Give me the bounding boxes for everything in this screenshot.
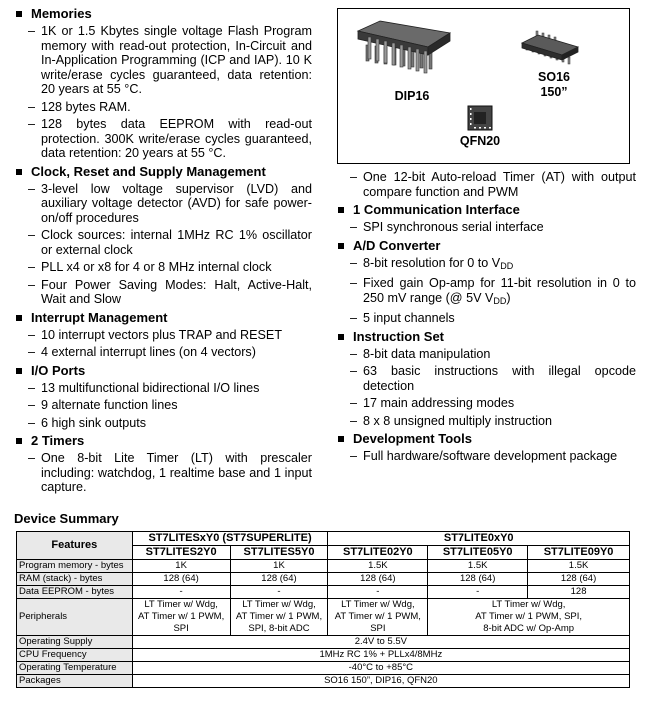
list-item: – SPI synchronous serial interface [350,220,544,234]
section-clock-reset-supply [14,164,312,307]
group-header: ST7LITE0xY0 [328,532,630,546]
so16-width-label: 150” [540,85,568,99]
list-item: – 13 multifunctional bidirectional I/O lines [28,380,260,395]
list-item: – PLL x4 or x8 for 4 or 8 MHz internal clock [28,260,272,274]
section-title: A/D Converter [353,237,441,253]
table-row: RAM (stack) - bytes 128 (64) 128 (64) 128 (64) 128 (64) 128 (64) [17,573,630,586]
qfn20-chip-icon [468,106,492,130]
table-header-row [17,532,630,546]
device-summary-title: Device Summary [14,511,119,526]
section-title: Memories [31,6,92,21]
list-item: – Clock sources: internal 1MHz RC 1% oscillator or external clock [28,228,312,257]
list-item: – 3-level low voltage supervisor (LVD) and auxiliary voltage detector (AVD) for safe power-on/off procedures [28,181,312,225]
section-interrupt-management [14,310,312,360]
table-row: Operating Temperature -40°C to +85°C [17,662,630,675]
list-item: – 8 x 8 unsigned multiply instruction [350,413,553,428]
bullet-square-icon [338,334,344,340]
right-column [336,170,636,467]
list-item: – 4 external interrupt lines (on 4 vectors) [28,345,256,359]
table-row: Program memory - bytes 1K 1K 1.5K 1.5K 1.5K [17,560,630,573]
list-item: – 128 bytes data EEPROM with read-out protection. 300K write/erase cycles guaranteed, data retention: 20 years at 55 °C. [28,117,312,160]
list-item: – 8-bit resolution for 0 to $V_{DD}$ [350,255,514,271]
section-title: 2 Timers [31,433,85,448]
group-header: ST7LITESxY0 (ST7SUPERLITE) [132,532,328,546]
bullet-square-icon [338,243,344,249]
list-item: – 63 basic instructions with illegal opcode detection [350,364,636,393]
list-item: – One 12-bit Auto-reload Timer (AT) with output compare function and PWM [350,170,636,199]
table-row: Peripherals LT Timer w/ Wdg, AT Timer w/ 1 PWM, SPI LT Timer w/ Wdg, AT Timer w/ 1 PWM, SPI, 8-bit ADC LT Timer w/ Wdg, AT Timer w/ 1 PWM, SPI LT Timer w/ Wdg, AT Timer w/ 1 PWM, SPI, 8-bit ADC w/ Op-Amp [17,599,630,636]
section-communication [336,202,636,235]
package-illustration-box [337,8,630,164]
bullet-square-icon [16,438,22,444]
section-title: Interrupt Management [31,309,168,325]
left-column [14,6,312,498]
bullet-square-icon [16,11,22,17]
bullet-square-icon [16,368,22,374]
list-item: – 9 alternate function lines [28,398,178,412]
device-header: ST7LITE02Y0 [328,546,428,560]
device-header: ST7LITE09Y0 [528,546,630,560]
list-item: – 10 interrupt vectors plus TRAP and RESET [28,327,283,342]
list-item: – Four Power Saving Modes: Halt, Active-Halt, Wait and Slow [28,277,312,306]
section-instruction-set [336,329,636,429]
section-timers-continued [336,170,636,199]
bullet-square-icon [16,169,22,175]
section-title: Instruction Set [353,328,445,344]
bullet-square-icon [16,315,22,321]
dip16-label: DIP16 [394,89,430,103]
table-row: Packages SO16 150”, DIP16, QFN20 [17,675,630,688]
list-item: – 8-bit data manipulation [350,346,491,361]
device-header: ST7LITES2Y0 [132,546,230,560]
section-title: Clock, Reset and Supply Management [31,163,266,179]
bullet-square-icon [338,207,344,213]
list-item: – 1K or 1.5 Kbytes single voltage Flash Program memory with read-out protection, In-Circuit and In-Application Programming (ICP and IAP). 10 K write/erase cycles guaranteed, data retention: 20 years at 55 °C. [28,24,312,96]
section-io-ports [14,363,312,431]
so16-label: SO16 [538,70,570,84]
device-header: ST7LITE05Y0 [428,546,528,560]
section-title: I/O Ports [31,362,86,378]
list-item: – 5 input channels [350,311,455,325]
table-row: Operating Supply 2.4V to 5.5V [17,636,630,649]
qfn20-label: QFN20 [459,134,501,148]
table-row: CPU Frequency 1MHz RC 1% + PLLx4/8MHz [17,649,630,662]
section-title: Development Tools [353,431,472,446]
dip16-chip-icon [358,21,450,73]
list-item: – 17 main addressing modes [350,396,515,410]
features-header: Features [17,532,133,560]
list-item: – One 8-bit Lite Timer (LT) with prescaler including: watchdog, 1 realtime base and 1 input capture. [28,451,312,494]
list-item: – Full hardware/software development package [350,449,618,463]
section-timers [14,433,312,495]
table-row: Data EEPROM - bytes - - - - 128 [17,586,630,599]
section-title: 1 Communication Interface [353,202,520,217]
bullet-square-icon [338,436,344,442]
section-memories [14,6,312,161]
so16-chip-icon [522,31,578,64]
device-header: ST7LITES5Y0 [230,546,328,560]
list-item: – 6 high sink outputs [28,415,147,430]
list-item: – Fixed gain Op-amp for 11-bit resolution in 0 to 250 mV range (@ 5V $V_{DD}$) [350,276,636,306]
list-item: – 128 bytes RAM. [28,99,131,114]
section-ad-converter [336,238,636,326]
device-summary-table [16,531,630,688]
section-development-tools [336,431,636,464]
